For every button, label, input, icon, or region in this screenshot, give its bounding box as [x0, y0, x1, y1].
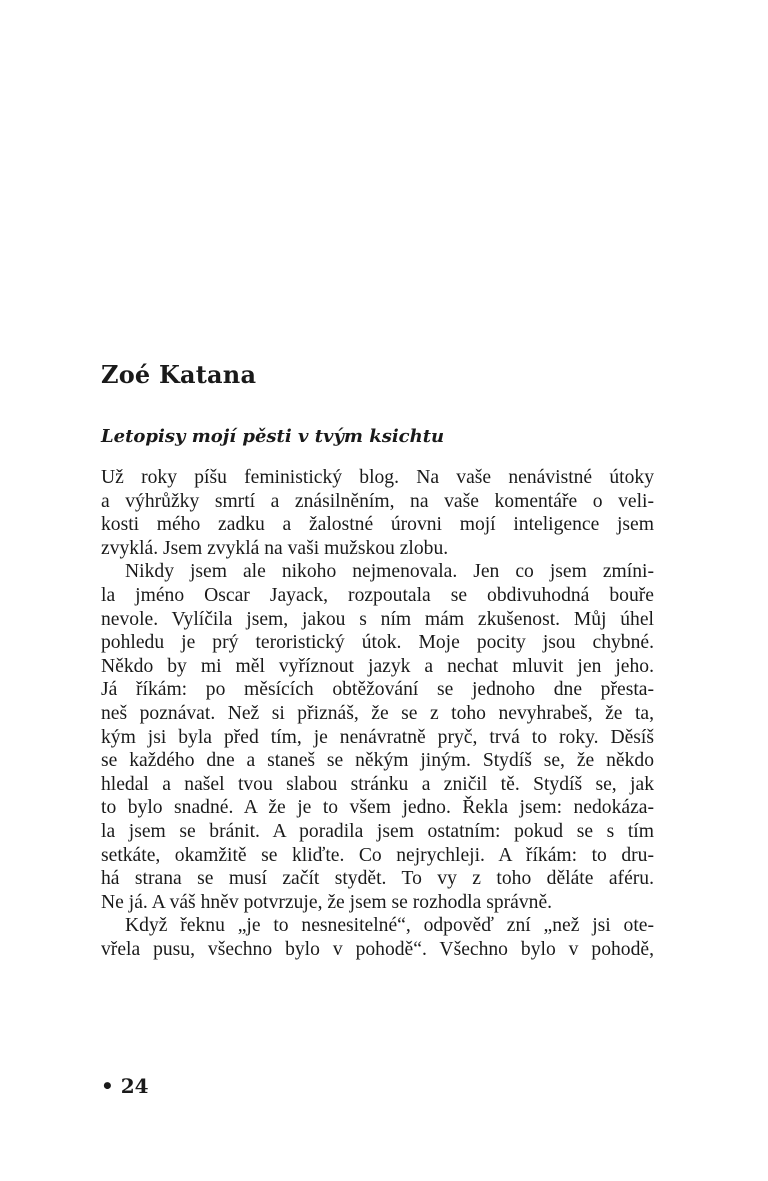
story-title: Letopisy mojí pěsti v tvým ksichtu — [101, 426, 445, 447]
body-text — [101, 466, 654, 961]
text-line: setkáte, okamžitě se kliďte. Co nejrychleji. A říkám: to dru- — [101, 844, 654, 866]
text-line: pohledu je prý teroristický útok. Moje pocity jsou chybné. — [101, 632, 654, 654]
text-line: Ne já. A váš hněv potvrzuje, že jsem se rozhodla správně. — [101, 891, 553, 913]
text-line: nevole. Vylíčila jsem, jakou s ním mám zkušenost. Můj úhel — [101, 608, 654, 630]
text-line: Nikdy jsem ale nikoho nejmenovala. Jen co jsem zmíni- — [125, 561, 654, 583]
page-number: • 24 — [101, 1074, 149, 1098]
text-line: Když řeknu „je to nesnesitelné“, odpověď zní „než jsi ote- — [125, 915, 654, 937]
text-line: kosti mého zadku a žalostné úrovni mojí inteligence jsem — [101, 514, 654, 536]
text-line: Už roky píšu feministický blog. Na vaše nenávistné útoky — [101, 467, 654, 488]
author-name: Zoé Katana — [101, 360, 257, 389]
text-line: la jsem se bránit. A poradila jsem ostatním: pokud se s tím — [101, 820, 654, 842]
text-line: hledal a našel tvou slabou stránku a zničil tě. Stydíš se, jak — [101, 773, 654, 795]
text-line: se každého dne a staneš se někým jiným. Stydíš se, že někdo — [101, 750, 654, 772]
text-line: kým jsi byla před tím, je nenávratně pryč, trvá to roky. Děsíš — [101, 726, 654, 748]
text-line: vřela pusu, všechno bylo v pohodě“. Všechno bylo v pohodě, — [101, 938, 654, 960]
text-line: a výhrůžky smrtí a znásilněním, na vaše komentáře o veli- — [101, 490, 654, 512]
text-line: la jméno Oscar Jayack, rozpoutala se obdivuhodná bouře — [101, 584, 654, 606]
text-line: to bylo snadné. A že je to všem jedno. Řekla jsem: nedokáza- — [101, 797, 654, 819]
text-line: neš poznávat. Než si přiznáš, že se z toho nevyhrabeš, že ta, — [101, 702, 654, 724]
text-line: Někdo by mi měl vyříznout jazyk a nechat mluvit jen jeho. — [101, 655, 654, 677]
text-line: Já říkám: po měsících obtěžování se jednoho dne přesta- — [101, 679, 654, 701]
text-line: zvyklá. Jsem zvyklá na vaši mužskou zlobu. — [101, 537, 449, 559]
text-line: há strana se musí začít stydět. To vy z toho děláte aféru. — [101, 868, 654, 890]
